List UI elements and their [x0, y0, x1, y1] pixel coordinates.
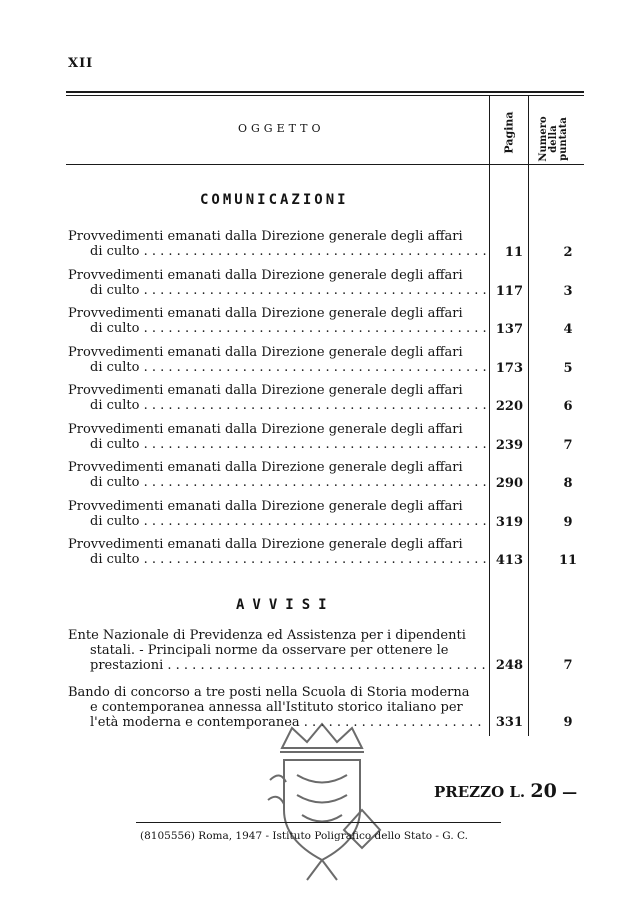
issue-ref: 11 — [558, 553, 578, 568]
printer-imprint: (8105556) Roma, 1947 - Istituto Poligrafico dello Stato - G. C. — [140, 830, 468, 842]
header-bottom-rule — [66, 164, 584, 165]
entry-line: Bando di concorso a tre posti nella Scuola di Storia moderna — [68, 685, 470, 700]
subject-column-header: OGGETTO — [238, 122, 325, 135]
issue-ref: 6 — [563, 399, 573, 414]
dot-leader — [139, 552, 486, 567]
issue-ref: 9 — [563, 715, 573, 730]
column-divider-left — [489, 96, 490, 736]
page-ref: 220 — [495, 399, 523, 414]
page-ref: 117 — [495, 284, 523, 299]
entry-title-cont: di culto — [90, 398, 140, 413]
page-ref: 319 — [495, 515, 523, 530]
list-item — [68, 422, 486, 452]
entry-title: Provvedimenti emanati dalla Direzione generale degli affari — [68, 460, 463, 475]
section-title-comunicazioni: COMUNICAZIONI — [200, 192, 349, 208]
entry-line: prestazioni — [90, 658, 164, 673]
entry-title-cont: di culto — [90, 360, 140, 375]
entry-title-cont: di culto — [90, 244, 140, 259]
dot-leader — [139, 321, 486, 336]
issue-ref: 7 — [563, 438, 573, 453]
footer-rule — [136, 822, 501, 823]
issue-ref: 8 — [563, 476, 573, 491]
entry-title: Provvedimenti emanati dalla Direzione generale degli affari — [68, 268, 463, 283]
entry-title-cont: di culto — [90, 283, 140, 298]
page-ref: 239 — [495, 438, 523, 453]
price — [434, 780, 577, 802]
entry-title: Provvedimenti emanati dalla Direzione generale degli affari — [68, 229, 463, 244]
section-title-avvisi: AVVISI — [236, 597, 335, 613]
list-item — [68, 345, 486, 375]
page-column-header: Pagina — [502, 111, 516, 154]
entry-title: Provvedimenti emanati dalla Direzione generale degli affari — [68, 345, 463, 360]
entry-title: Provvedimenti emanati dalla Direzione generale degli affari — [68, 537, 463, 552]
issue-column-header — [539, 111, 569, 167]
issue-ref: 2 — [563, 245, 573, 260]
entry-line: Ente Nazionale di Previdenza ed Assistenza per i dipendenti — [68, 628, 466, 643]
dot-leader — [139, 437, 486, 452]
entry-title-cont: di culto — [90, 437, 140, 452]
list-item — [68, 383, 486, 413]
issue-header-line: Numero — [538, 116, 549, 162]
page-ref: 137 — [495, 322, 523, 337]
list-item — [68, 268, 486, 298]
page-number: XII — [68, 56, 94, 71]
list-item — [68, 628, 486, 673]
entry-title-cont: di culto — [90, 321, 140, 336]
dot-leader — [139, 360, 486, 375]
price-amount: 20 — [530, 780, 557, 802]
entry-line: l'età moderna e contemporanea — [90, 715, 300, 730]
column-divider-right — [528, 96, 529, 736]
dot-leader — [139, 398, 486, 413]
entry-title-cont: di culto — [90, 514, 140, 529]
top-rule — [66, 91, 584, 93]
entry-line: statali. - Principali norme da osservare per ottenere le — [90, 643, 449, 658]
page-ref: 11 — [504, 245, 523, 260]
entry-title-cont: di culto — [90, 475, 140, 490]
entry-line: e contemporanea annessa all'Istituto storico italiano per — [90, 700, 463, 715]
entry-title-cont: di culto — [90, 552, 140, 567]
page-ref: 413 — [495, 553, 523, 568]
entry-title: Provvedimenti emanati dalla Direzione generale degli affari — [68, 383, 463, 398]
list-item — [68, 229, 486, 259]
page-ref: 290 — [495, 476, 523, 491]
issue-ref: 5 — [563, 361, 573, 376]
issue-ref: 4 — [563, 322, 573, 337]
issue-ref: 3 — [563, 284, 573, 299]
page-ref: 173 — [495, 361, 523, 376]
list-item — [68, 499, 486, 529]
crowned-shield-stamp-icon — [262, 720, 382, 890]
issue-header-line: della — [548, 125, 559, 153]
dot-leader — [139, 514, 486, 529]
page-ref: 331 — [495, 715, 523, 730]
entry-title: Provvedimenti emanati dalla Direzione generale degli affari — [68, 499, 463, 514]
price-dash: — — [562, 783, 578, 801]
dot-leader — [139, 475, 486, 490]
price-label: PREZZO L. — [434, 783, 526, 801]
top-rule-thin — [66, 95, 584, 96]
dot-leader — [139, 244, 486, 259]
page-ref: 248 — [495, 658, 523, 673]
list-item — [68, 306, 486, 336]
entry-title: Provvedimenti emanati dalla Direzione generale degli affari — [68, 306, 463, 321]
dot-leader — [163, 658, 486, 673]
list-item — [68, 460, 486, 490]
dot-leader — [139, 283, 486, 298]
entry-title: Provvedimenti emanati dalla Direzione generale degli affari — [68, 422, 463, 437]
list-item — [68, 537, 486, 567]
issue-ref: 9 — [563, 515, 573, 530]
issue-header-line: puntata — [558, 117, 569, 161]
issue-ref: 7 — [563, 658, 573, 673]
